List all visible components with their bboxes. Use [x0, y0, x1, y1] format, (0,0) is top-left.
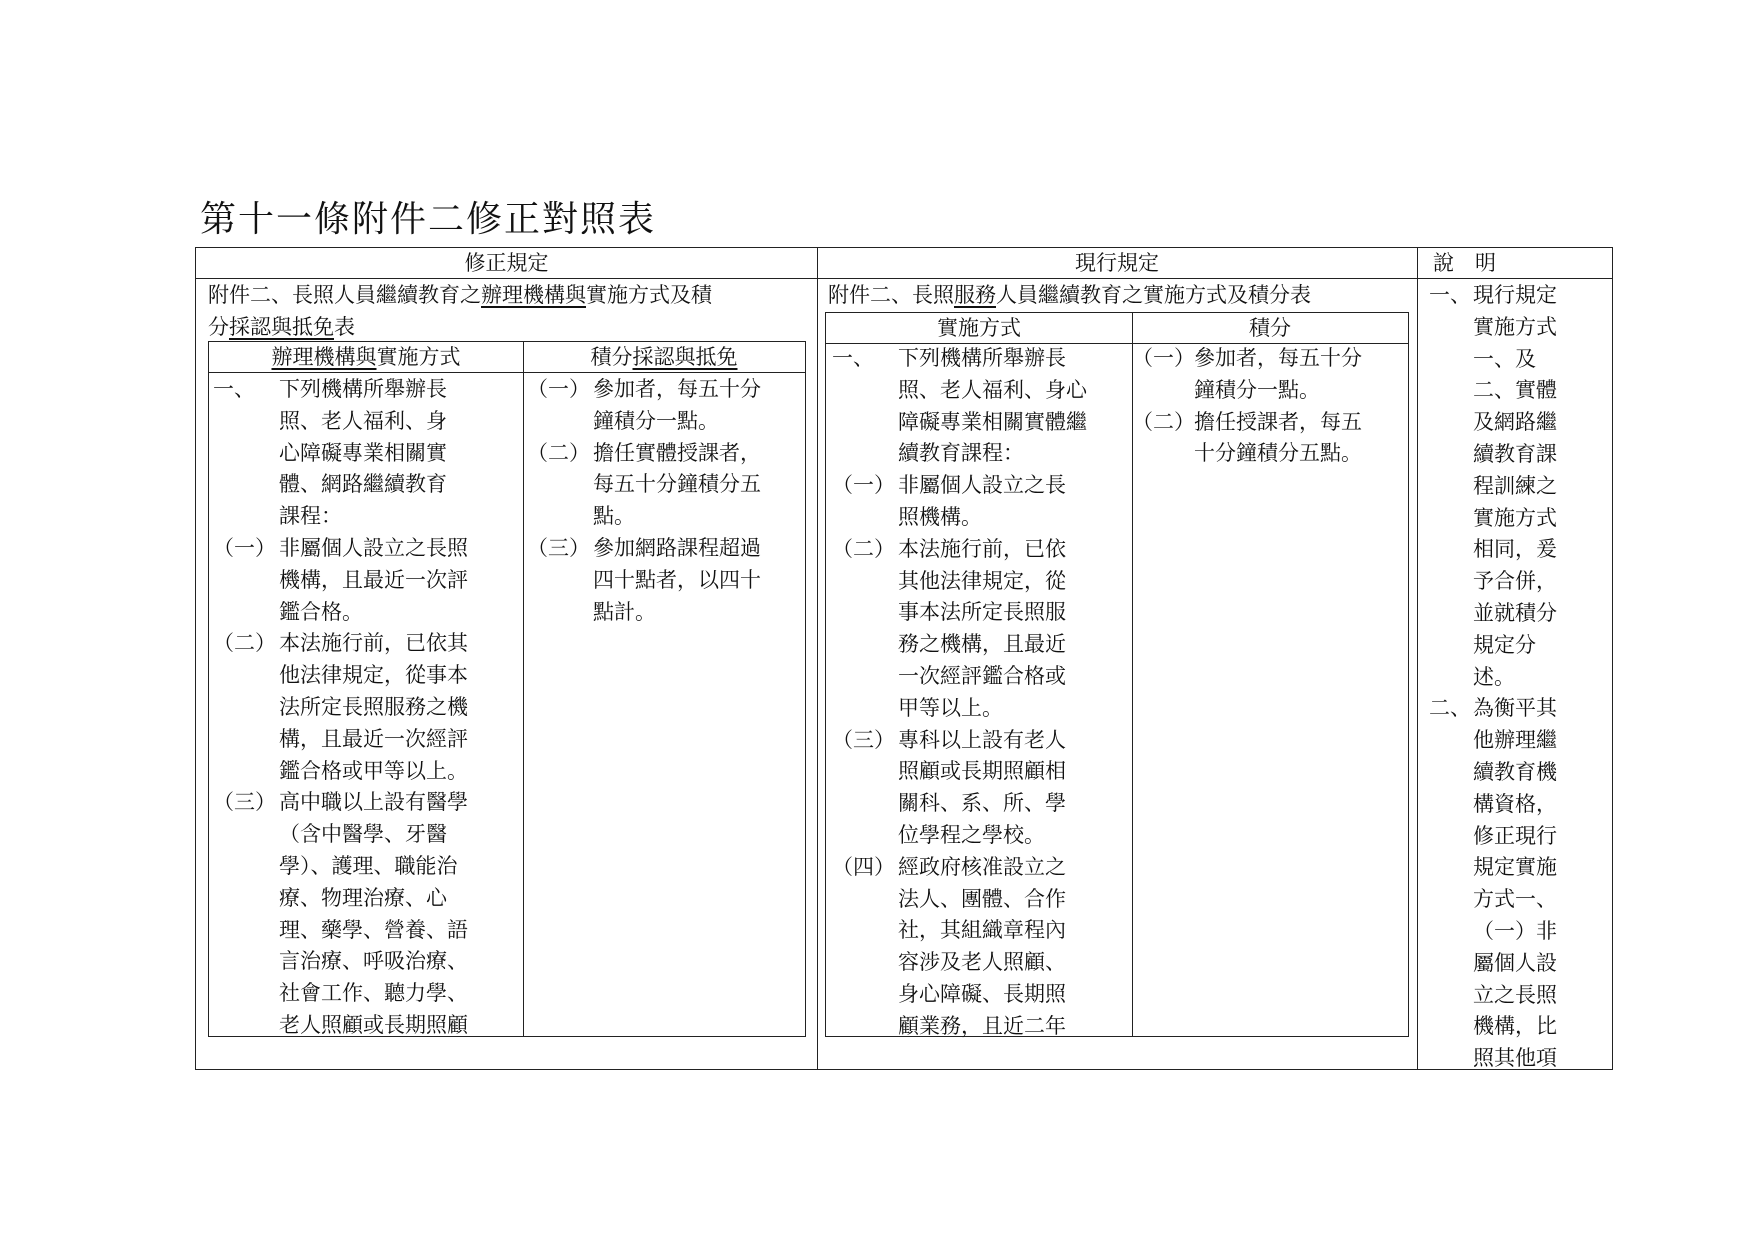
item-text: 體、網路繼續教育 [279, 472, 447, 497]
list-item [209, 533, 523, 565]
item-text: 照顧或長期照顧相 [898, 759, 1066, 784]
list-item [209, 819, 523, 851]
item-text: 專科以上設有老人 [898, 727, 1066, 752]
list-item [523, 565, 805, 597]
item-text: 關科、系、所、學 [898, 791, 1066, 816]
item-text: （一）非 [1473, 919, 1557, 943]
item-text: 相同，爰 [1473, 537, 1557, 562]
list-item [209, 756, 523, 788]
list-item [1417, 471, 1612, 503]
list-item [1417, 280, 1612, 312]
current-col1-head: 實施方式 [937, 316, 1021, 340]
item-text: 參加者，每五十分 [593, 377, 761, 401]
item-text: 鑑合格或甲等以上。 [279, 758, 468, 783]
item-text: 社會工作、聽力學、 [279, 981, 468, 1006]
list-item [826, 343, 1132, 375]
current-inner-table [825, 312, 1409, 1037]
item-text: 擔任授課者，每五 [1194, 409, 1362, 434]
item-text: 位學程之學校。 [898, 823, 1045, 847]
item-text: 經政府核准設立之 [898, 854, 1066, 879]
item-text: 現行規定 [1473, 283, 1557, 307]
item-text: 實施方式 [1473, 505, 1557, 530]
list-item [826, 597, 1132, 629]
list-item [826, 438, 1132, 470]
item-number: （一） [1132, 346, 1195, 370]
list-item [1417, 344, 1612, 376]
list-item [1417, 598, 1612, 630]
item-text: 照其他項 [1473, 1046, 1557, 1071]
item-text: 務之機構，且最近 [898, 632, 1066, 657]
list-item [209, 597, 523, 629]
list-item [523, 438, 805, 470]
list-item [1132, 438, 1408, 470]
list-item [209, 946, 523, 978]
list-item [1417, 534, 1612, 566]
list-item [1417, 662, 1612, 694]
list-item [1417, 1043, 1612, 1075]
list-item [209, 724, 523, 756]
item-number: （一） [832, 473, 895, 498]
item-number: （二） [832, 536, 895, 561]
item-text: 甲等以上。 [898, 695, 1003, 720]
list-item [1417, 789, 1612, 821]
current-caption: 附件二、長照服務人員繼續教育之實施方式及積分表 [828, 283, 1311, 307]
item-text: 參加網路課程超過 [593, 536, 761, 560]
list-item [826, 534, 1132, 566]
item-number: （一） [527, 377, 590, 401]
item-text: 規定分 [1473, 632, 1536, 657]
list-item [1417, 1011, 1612, 1043]
list-item [826, 915, 1132, 947]
item-text: 鐘積分一點。 [593, 408, 719, 433]
current-col2-head: 積分 [1249, 316, 1291, 340]
item-text: 述。 [1473, 664, 1515, 689]
item-text: 機構，比 [1473, 1014, 1557, 1039]
list-item [523, 533, 805, 565]
list-item [209, 883, 523, 915]
list-item [1417, 630, 1612, 662]
list-item [1417, 566, 1612, 598]
list-item [209, 692, 523, 724]
item-text: 本法施行前，已依其 [279, 631, 468, 656]
revised-caption: 附件二、長照人員繼續教育之辦理機構與實施方式及積 [208, 283, 712, 307]
item-text: 其他法律規定，從 [898, 568, 1066, 593]
list-item [209, 438, 523, 470]
list-item [1417, 948, 1612, 980]
list-item [1417, 375, 1612, 407]
list-item [826, 788, 1132, 820]
list-item [1132, 343, 1408, 375]
list-item [826, 852, 1132, 884]
item-text: （含中醫學、牙醫 [279, 822, 447, 847]
list-item [209, 1010, 523, 1042]
item-text: 他辦理繼 [1473, 728, 1557, 753]
list-item [209, 851, 523, 883]
revised-col2-head: 積分採認與抵免 [590, 345, 738, 369]
item-text: 續教育機 [1473, 760, 1557, 784]
item-text: 點。 [593, 504, 635, 529]
list-item [826, 820, 1132, 852]
list-item [523, 597, 805, 629]
item-text: 及網路繼 [1473, 410, 1557, 435]
list-item [209, 406, 523, 438]
item-text: 屬個人設 [1473, 950, 1557, 975]
list-item [1417, 725, 1612, 757]
revised-caption-line2: 分採認與抵免表 [208, 315, 355, 339]
list-item [523, 406, 805, 438]
list-item [1417, 312, 1612, 344]
item-text: 理、藥學、營養、語 [279, 917, 468, 942]
list-item [1417, 757, 1612, 789]
item-text: 下列機構所舉辦長 [898, 346, 1066, 370]
list-item [523, 501, 805, 533]
list-item [1417, 916, 1612, 948]
item-text: 法所定長照服務之機 [279, 695, 468, 719]
list-item [209, 565, 523, 597]
item-text: 每五十分鐘積分五 [593, 472, 761, 497]
revised-inner-table [208, 341, 806, 1037]
item-text: 非屬個人設立之長 [898, 473, 1066, 498]
list-item [1417, 439, 1612, 471]
list-item [209, 628, 523, 660]
item-text: 程訓練之 [1473, 473, 1557, 498]
list-item [1132, 375, 1408, 407]
list-item [826, 502, 1132, 534]
list-item [1417, 884, 1612, 916]
item-text: 一次經評鑑合格或 [898, 664, 1066, 688]
item-text: 規定實施 [1473, 855, 1557, 880]
revised-col1-head: 辦理機構與實施方式 [271, 345, 461, 369]
list-item [209, 787, 523, 819]
list-item [1417, 693, 1612, 725]
item-text: 參加者，每五十分 [1194, 346, 1362, 370]
item-text: 言治療、呼吸治療、 [279, 949, 468, 974]
item-text: 照、老人福利、身 [279, 408, 447, 433]
item-number: （三） [213, 790, 276, 815]
item-text: 社，其組織章程內 [898, 918, 1066, 943]
item-text: 機構，且最近一次評 [279, 567, 468, 592]
list-item [826, 884, 1132, 916]
list-item [523, 374, 805, 406]
item-number: （四） [832, 854, 895, 879]
item-text: 照、老人福利、身心 [898, 377, 1087, 402]
header-divider [196, 278, 1612, 279]
item-text: 他法律規定，從事本 [279, 663, 468, 688]
header-current: 現行規定 [1075, 251, 1159, 275]
item-text: 點計。 [593, 599, 656, 624]
list-item [826, 375, 1132, 407]
list-item [1417, 980, 1612, 1012]
item-text: 二、實體 [1473, 378, 1557, 403]
item-number: （一） [213, 536, 276, 560]
list-item [209, 501, 523, 533]
item-number: （二） [1132, 409, 1195, 434]
item-text: 擔任實體授課者， [593, 440, 761, 465]
list-item [826, 629, 1132, 661]
inner-header-divider [209, 372, 805, 373]
list-item [826, 756, 1132, 788]
list-item [1417, 503, 1612, 535]
item-text: 顧業務，且近二年 [898, 1013, 1066, 1038]
item-text: 容涉及老人照顧、 [898, 950, 1066, 975]
item-number: （二） [527, 440, 590, 465]
item-text: 續教育課程： [898, 441, 1024, 466]
page-title: 第十一條附件二修正對照表 [200, 199, 657, 240]
item-text: 身心障礙、長期照 [898, 982, 1066, 1006]
item-number: 二、 [1429, 696, 1471, 721]
list-item [209, 469, 523, 501]
item-text: 一、及 [1473, 346, 1536, 371]
item-text: 本法施行前，已依 [898, 536, 1066, 561]
item-text: 療、物理治療、心 [279, 885, 447, 910]
header-explanation: 說 明 [1433, 251, 1496, 275]
item-text: 心障礙專業相關實 [279, 440, 447, 465]
list-item [209, 374, 523, 406]
item-text: 鐘積分一點。 [1194, 377, 1320, 402]
item-text: 高中職以上設有醫學 [279, 790, 468, 815]
list-item [209, 978, 523, 1010]
list-item [209, 915, 523, 947]
item-text: 老人照顧或長期照顧 [279, 1013, 468, 1037]
list-item [826, 470, 1132, 502]
item-text: 學）、護理、職能治 [279, 854, 458, 878]
item-number: （三） [527, 536, 590, 560]
item-number: 一、 [1429, 283, 1471, 307]
item-text: 構，且最近一次經評 [279, 726, 468, 751]
list-item [1417, 821, 1612, 853]
list-item [1417, 852, 1612, 884]
list-item [523, 469, 805, 501]
item-text: 續教育課 [1473, 442, 1557, 466]
item-text: 為衡平其 [1473, 696, 1557, 721]
item-text: 課程： [279, 504, 342, 529]
item-text: 十分鐘積分五點。 [1194, 441, 1362, 466]
item-text: 並就積分 [1473, 601, 1557, 625]
item-number: 一、 [832, 346, 874, 370]
list-item [826, 661, 1132, 693]
item-text: 非屬個人設立之長照 [279, 536, 468, 560]
item-text: 下列機構所舉辦長 [279, 377, 447, 401]
column-divider [817, 248, 818, 1069]
list-item [826, 407, 1132, 439]
item-number: （三） [832, 727, 895, 752]
list-item [826, 979, 1132, 1011]
list-item [826, 693, 1132, 725]
header-revised: 修正規定 [464, 251, 549, 275]
list-item [209, 660, 523, 692]
item-text: 構資格， [1473, 791, 1557, 816]
item-text: 障礙專業相關實體繼 [898, 409, 1087, 434]
item-number: （二） [213, 631, 276, 656]
list-item [1132, 407, 1408, 439]
item-text: 四十點者，以四十 [593, 567, 761, 592]
list-item [826, 725, 1132, 757]
list-item [826, 566, 1132, 598]
list-item [826, 947, 1132, 979]
item-number: 一、 [213, 377, 255, 401]
item-text: 照機構。 [898, 505, 982, 529]
list-item [826, 1011, 1132, 1043]
item-text: 予合併， [1473, 569, 1557, 594]
item-text: 事本法所定長照服 [898, 600, 1066, 625]
item-text: 方式一、 [1473, 887, 1557, 912]
item-text: 法人、團體、合作 [898, 886, 1066, 911]
item-text: 立之長照 [1473, 982, 1557, 1007]
item-text: 實施方式 [1473, 314, 1557, 339]
item-text: 修正現行 [1473, 823, 1557, 848]
comparison-table [195, 247, 1613, 1070]
item-text: 鑑合格。 [279, 599, 363, 624]
list-item [1417, 407, 1612, 439]
